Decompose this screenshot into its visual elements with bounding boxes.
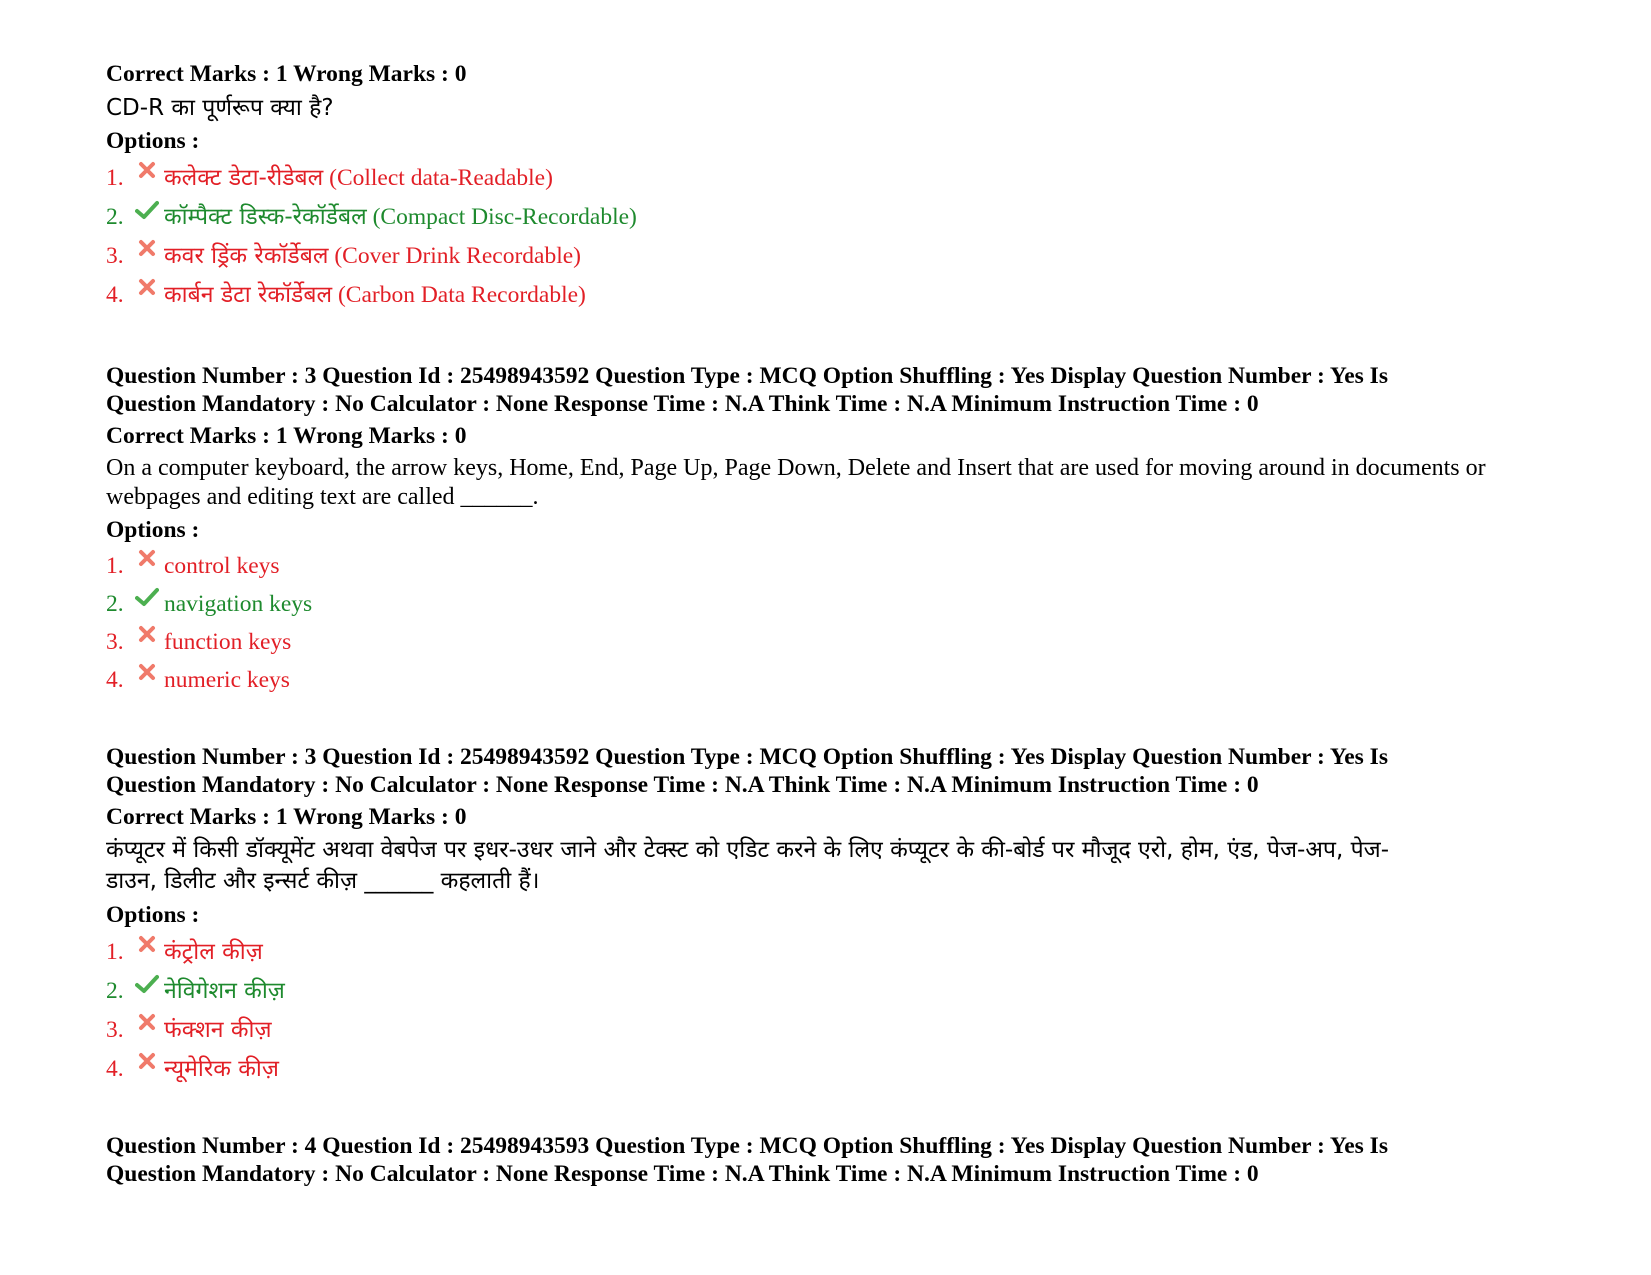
question-block-2 <box>106 362 1566 699</box>
option-item <box>106 585 1566 623</box>
option-text-hindi: कलेक्ट डेटा-रीडेबल <box>164 164 324 191</box>
option-text-hindi: कार्बन डेटा रेकॉर्डेबल <box>164 281 333 308</box>
check-mark-icon <box>134 587 160 611</box>
option-number: 1. <box>106 553 124 579</box>
option-number: 3. <box>106 242 124 269</box>
cross-mark-icon <box>134 1013 160 1037</box>
question-text: डाउन, डिलीट और इन्सर्ट कीज़ ______ कहलाती हैं। <box>106 868 540 894</box>
option-number: 2. <box>106 977 124 1004</box>
option-text-hindi: कवर ड्रिंक रेकॉर्डेबल <box>164 242 329 269</box>
check-mark-icon <box>134 974 160 998</box>
option-text: function keys <box>164 629 292 655</box>
option-number: 4. <box>106 667 124 693</box>
marks-line: Correct Marks : 1 Wrong Marks : 0 <box>106 804 467 830</box>
option-text-english: (Collect data-Readable) <box>323 164 553 191</box>
option-text-hindi: कॉम्पैक्ट डिस्क-रेकॉर्डेबल <box>164 203 367 230</box>
option-text: control keys <box>164 553 280 579</box>
option-number: 2. <box>106 591 124 617</box>
cross-mark-icon <box>134 278 160 302</box>
option-item <box>106 547 1566 585</box>
question-meta-line: Question Mandatory : No Calculator : None Response Time : N.A Think Time : N.A Minimum Instruction Time : 0 <box>106 391 1259 417</box>
question-text: webpages and editing text are called ______. <box>106 484 539 510</box>
options-label: Options : <box>106 128 200 154</box>
option-item <box>106 275 1566 314</box>
cross-mark-icon <box>134 239 160 263</box>
question-meta-line: Question Mandatory : No Calculator : None Response Time : N.A Think Time : N.A Minimum Instruction Time : 0 <box>106 1161 1259 1187</box>
option-number: 4. <box>106 1055 124 1082</box>
document-page <box>106 56 1566 1188</box>
option-item <box>106 623 1566 661</box>
option-item <box>106 158 1566 197</box>
check-mark-icon <box>134 200 160 224</box>
options-label: Options : <box>106 902 200 928</box>
option-text: numeric keys <box>164 667 290 693</box>
option-number: 1. <box>106 938 124 965</box>
option-item <box>106 661 1566 699</box>
option-number: 4. <box>106 281 124 308</box>
option-text: navigation keys <box>164 591 313 617</box>
option-number: 1. <box>106 164 124 191</box>
question-meta-line: Question Number : 4 Question Id : 25498943593 Question Type : MCQ Option Shuffling : Yes Display Question Number : Yes Is <box>106 1133 1388 1159</box>
option-text-english: (Compact Disc-Recordable) <box>366 203 637 230</box>
option-item <box>106 971 1566 1010</box>
question-meta-line: Question Number : 3 Question Id : 25498943592 Question Type : MCQ Option Shuffling : Yes Display Question Number : Yes Is <box>106 744 1388 770</box>
cross-mark-icon <box>134 161 160 185</box>
option-text: कंट्रोल कीज़ <box>164 938 263 965</box>
question-meta-line: Question Number : 3 Question Id : 25498943592 Question Type : MCQ Option Shuffling : Yes Display Question Number : Yes Is <box>106 363 1388 389</box>
option-item <box>106 1049 1566 1088</box>
cross-mark-icon <box>134 1052 160 1076</box>
cross-mark-icon <box>134 549 160 573</box>
option-number: 3. <box>106 1016 124 1043</box>
cross-mark-icon <box>134 935 160 959</box>
cross-mark-icon <box>134 625 160 649</box>
question-meta-line: Question Mandatory : No Calculator : None Response Time : N.A Think Time : N.A Minimum Instruction Time : 0 <box>106 772 1259 798</box>
option-text-english: (Cover Drink Recordable) <box>328 242 582 269</box>
option-item <box>106 236 1566 275</box>
question-block-4 <box>106 1132 1566 1188</box>
question-text: On a computer keyboard, the arrow keys, Home, End, Page Up, Page Down, Delete and Insert that are used for moving around in documents or <box>106 455 1486 481</box>
option-number: 3. <box>106 629 124 655</box>
option-text: नेविगेशन कीज़ <box>164 977 285 1004</box>
cross-mark-icon <box>134 663 160 687</box>
options-label: Options : <box>106 517 200 543</box>
option-text: न्यूमेरिक कीज़ <box>164 1055 279 1082</box>
option-item <box>106 197 1566 236</box>
option-text: फंक्शन कीज़ <box>164 1016 272 1043</box>
question-block-3 <box>106 743 1566 1088</box>
option-text-english: (Carbon Data Recordable) <box>332 281 586 308</box>
marks-line: Correct Marks : 1 Wrong Marks : 0 <box>106 423 467 449</box>
option-item <box>106 932 1566 971</box>
question-block-1 <box>106 59 1566 314</box>
marks-line: Correct Marks : 1 Wrong Marks : 0 <box>106 61 467 87</box>
option-number: 2. <box>106 203 124 230</box>
option-item <box>106 1010 1566 1049</box>
question-text: CD-R का पूर्णरूप क्या है? <box>106 95 334 121</box>
question-text: कंप्यूटर में किसी डॉक्यूमेंट अथवा वेबपेज पर इधर-उधर जाने और टेक्स्ट को एडिट करने के लिए कंप्यूटर के की-बोर्ड पर मौजूद एरो, होम, एंड, पेज-अप, पेज- <box>106 837 1390 863</box>
